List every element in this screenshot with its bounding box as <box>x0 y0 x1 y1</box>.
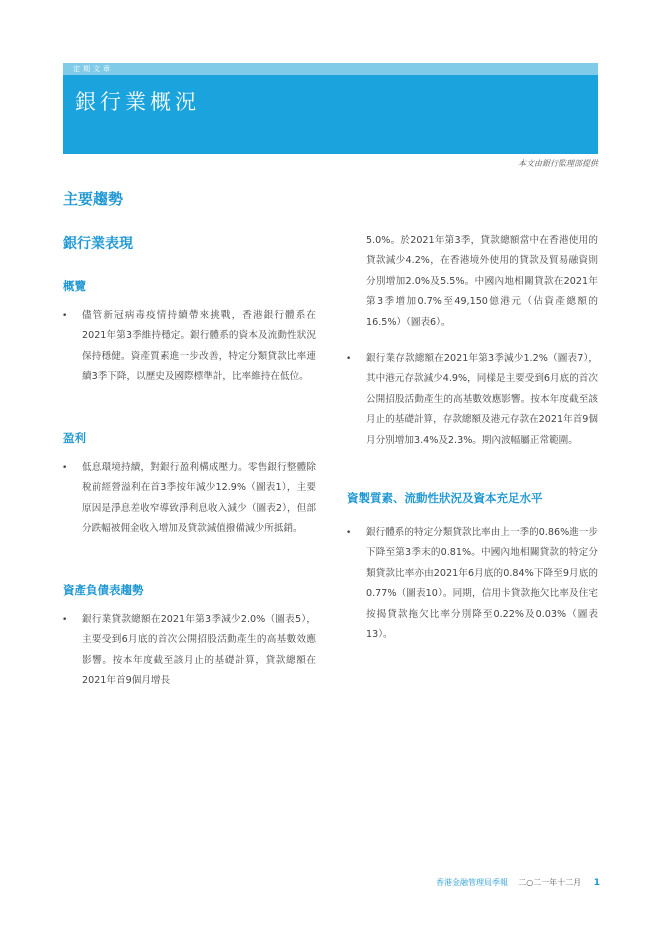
category-label: 定期文章 <box>73 65 113 73</box>
publication-name: 香港金融管理局季報 <box>436 878 509 887</box>
balance-continued: 5.0%。於2021年第3季，貸款總額當中在香港使用的貸款減少4.2%，在香港境外使用的貸款及貿易融資則分別增加2.0%及5.5%。中國內地相關貸款在2021年第3季增加0.7%至49,150億港元（佔資產總額的16.5%）（圖表6）。 <box>366 235 598 328</box>
profit-bullet <box>62 458 316 540</box>
overview-text: 儘管新冠病毒疫情持續帶來挑戰，香港銀行體系在2021年第3季維持穩定。銀行體系的資本及流動性狀況保持穩健。資產質素進一步改善，特定分類貸款比率連續3季下降，以歷史及國際標準計，比率維持在低位。 <box>82 310 316 383</box>
overview-bullet <box>62 306 316 388</box>
deposit-text: 銀行業存款總額在2021年第3季減少1.2%（圖表7），其中港元存款減少4.9%，同樣是主要受到6月底的首次公開招股活動產生的高基數效應影響。按本年度截至該月止的基礎計算，存款總額及港元存款在2021年首9個月分別增加3.4%及2.3%。期內波幅屬正常範圍。 <box>366 353 598 446</box>
page-number: 1 <box>593 878 600 888</box>
quality-text: 銀行體系的特定分類貸款比率由上一季的0.86%進一步下降至第3季末的0.81%。中國內地相關貸款的特定分類貸款比率亦由2021年6月底的0.84%下降至9月底的0.77%（圖表10）。同期，信用卡貸款拖欠比率及住宅按揭貸款拖欠比率分別降至0.22%及0.03%（圖表13）。 <box>366 527 598 641</box>
page-footer <box>436 877 600 888</box>
quality-bullet <box>346 523 598 645</box>
deposit-bullet <box>346 349 598 451</box>
bullet-icon: • <box>62 463 68 473</box>
section-subtitle: 銀行業表現 <box>63 236 133 252</box>
article-credit: 本文由銀行監理部提供 <box>518 159 598 168</box>
bullet-icon: • <box>62 615 68 625</box>
balance-text: 銀行業貸款總額在2021年第3季減少2.0%（圖表5），主要受到6月底的首次公開招股活動產生的高基數效應影響。按本年度截至該月止的基礎計算，貸款總額在2021年首9個月增長 <box>82 614 316 687</box>
profit-text: 低息環境持續，對銀行盈利構成壓力。零售銀行整體除稅前經營溢利在首3季按年減少12.9%（圖表1），主要原因是淨息差收窄導致淨利息收入減少（圖表2），但部分跌幅被佣金收入增加及貸款減值撥備減少所抵銷。 <box>82 462 316 535</box>
category-strip <box>63 63 598 75</box>
section-title: 主要趨勢 <box>63 190 124 208</box>
bullet-icon: • <box>346 528 352 538</box>
title-banner <box>63 75 598 154</box>
bullet-icon: • <box>346 354 352 364</box>
quality-heading: 資製質素、流動性狀況及資本充足水平 <box>347 491 543 505</box>
publication-date: 二○二一年十二月 <box>518 878 582 887</box>
profit-heading: 盈利 <box>63 431 86 445</box>
page-title: 銀行業概況 <box>75 90 200 114</box>
overview-heading: 概覽 <box>63 279 86 293</box>
balance-heading: 資產負債表趨勢 <box>63 583 144 597</box>
balance-bullet <box>62 610 316 692</box>
bullet-icon: • <box>62 311 68 321</box>
